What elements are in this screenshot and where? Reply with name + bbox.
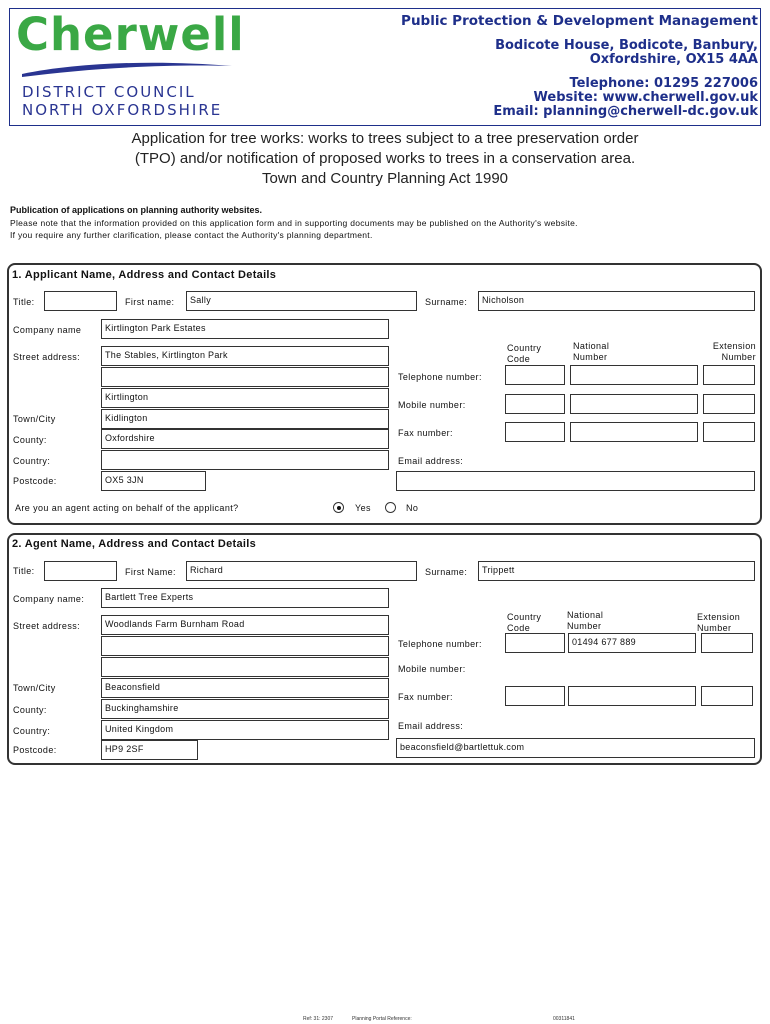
address-line-2: Oxfordshire, OX15 4AA (589, 52, 758, 67)
agent-country-field[interactable]: United Kingdom (101, 720, 389, 740)
agent-country-label: Country: (13, 726, 51, 736)
applicant-mobile-country-code[interactable] (505, 394, 565, 414)
applicant-postcode-label: Postcode: (13, 476, 57, 486)
applicant-street-label: Street address: (13, 352, 81, 362)
agent-mobile-label: Mobile number: (398, 664, 466, 674)
form-title-line-2: (TPO) and/or notification of proposed works to trees in a conservation area. (134, 150, 636, 167)
applicant-tel-extension[interactable] (703, 365, 755, 385)
agent-first-name-field[interactable]: Richard (186, 561, 417, 581)
form-reference: Ref: 31: 2307 (303, 1016, 334, 1022)
applicant-town-field[interactable]: Kidlington (101, 409, 389, 429)
applicant-fax-extension[interactable] (703, 422, 755, 442)
agent-tel-extension[interactable] (701, 633, 753, 653)
agent-yes-radio[interactable] (333, 502, 344, 513)
council-logo-wordmark: Cherwell (16, 8, 245, 61)
logo-line-2: NORTH OXFORDSHIRE (22, 101, 223, 119)
agent-postcode-label: Postcode: (13, 745, 57, 755)
applicant-country-field[interactable] (101, 450, 389, 470)
agent-question-label: Are you an agent acting on behalf of the applicant? (15, 503, 239, 513)
publication-heading: Publication of applications on planning authority websites. (10, 205, 263, 215)
agent-fax-extension[interactable] (701, 686, 753, 706)
portal-reference-value: 00311841 (553, 1016, 575, 1022)
header-website[interactable]: Website: www.cherwell.gov.uk (533, 90, 758, 105)
agent-first-name-label: First Name: (125, 567, 176, 577)
agent-fax-country-code[interactable] (505, 686, 565, 706)
agent-postcode-field[interactable]: HP9 2SF (101, 740, 198, 760)
applicant-county-label: County: (13, 435, 47, 445)
agent-national-number-header: National Number (567, 610, 604, 631)
agent-street-label: Street address: (13, 621, 81, 631)
agent-town-label: Town/City (13, 683, 56, 693)
applicant-tel-national-number[interactable] (570, 365, 698, 385)
agent-town-field[interactable]: Beaconsfield (101, 678, 389, 698)
agent-surname-label: Surname: (425, 567, 468, 577)
agent-surname-field[interactable]: Trippett (478, 561, 755, 581)
agent-county-field[interactable]: Buckinghamshire (101, 699, 389, 719)
applicant-company-field[interactable]: Kirtlington Park Estates (101, 319, 389, 339)
applicant-surname-label: Surname: (425, 297, 468, 307)
logo-line-1: DISTRICT COUNCIL (22, 83, 196, 101)
applicant-country-code-header: Country Code (507, 343, 542, 364)
agent-title-field[interactable] (44, 561, 117, 581)
agent-street-line-1[interactable]: Woodlands Farm Burnham Road (101, 615, 389, 635)
applicant-title-field[interactable] (44, 291, 117, 311)
applicant-postcode-field[interactable]: OX5 3JN (101, 471, 206, 491)
agent-no-radio[interactable] (385, 502, 396, 513)
applicant-street-line-1[interactable]: The Stables, Kirtlington Park (101, 346, 389, 366)
form-title-line-1: Application for tree works: works to trees subject to a tree preservation order (131, 130, 639, 147)
agent-street-line-2[interactable] (101, 636, 389, 656)
header-telephone: Telephone: 01295 227006 (569, 76, 758, 91)
applicant-email-label: Email address: (398, 456, 464, 466)
publication-note: Please note that the information provided on this application form and in supporting documents may be published on the Authority's website. (10, 218, 578, 228)
applicant-email-field[interactable] (396, 471, 755, 491)
agent-telephone-label: Telephone number: (398, 639, 482, 649)
agent-tel-country-code[interactable] (505, 633, 565, 653)
applicant-mobile-national-number[interactable] (570, 394, 698, 414)
applicant-fax-label: Fax number: (398, 428, 453, 438)
applicant-section-heading: 1. Applicant Name, Address and Contact Details (12, 269, 277, 281)
agent-tel-national-number[interactable]: 01494 677 889 (568, 633, 696, 653)
logo-swoosh-icon (20, 58, 235, 80)
header-email[interactable]: Email: planning@cherwell-dc.gov.uk (493, 104, 758, 119)
applicant-country-label: Country: (13, 456, 51, 466)
applicant-telephone-label: Telephone number: (398, 372, 482, 382)
applicant-first-name-field[interactable]: Sally (186, 291, 417, 311)
applicant-extension-header: Extension Number (712, 341, 756, 362)
agent-section-heading: 2. Agent Name, Address and Contact Details (12, 538, 257, 550)
applicant-county-field[interactable]: Oxfordshire (101, 429, 389, 449)
agent-extension-header: Extension Number (697, 612, 741, 633)
applicant-town-label: Town/City (13, 414, 56, 424)
agent-no-label: No (406, 503, 419, 513)
applicant-street-line-3[interactable]: Kirtlington (101, 388, 389, 408)
department-name: Public Protection & Development Management (401, 13, 758, 29)
applicant-company-label: Company name (13, 325, 82, 335)
agent-email-label: Email address: (398, 721, 464, 731)
portal-reference-label: Planning Portal Reference: (352, 1016, 412, 1022)
applicant-fax-national-number[interactable] (570, 422, 698, 442)
agent-fax-national-number[interactable] (568, 686, 696, 706)
agent-county-label: County: (13, 705, 47, 715)
applicant-fax-country-code[interactable] (505, 422, 565, 442)
agent-company-field[interactable]: Bartlett Tree Experts (101, 588, 389, 608)
agent-email-field[interactable]: beaconsfield@bartlettuk.com (396, 738, 755, 758)
applicant-street-line-2[interactable] (101, 367, 389, 387)
agent-yes-label: Yes (355, 503, 371, 513)
address-line-1: Bodicote House, Bodicote, Banbury, (495, 38, 758, 53)
applicant-mobile-extension[interactable] (703, 394, 755, 414)
agent-country-code-header: Country Code (507, 612, 542, 633)
agent-title-label: Title: (13, 566, 35, 576)
applicant-mobile-label: Mobile number: (398, 400, 466, 410)
applicant-title-label: Title: (13, 297, 35, 307)
applicant-tel-country-code[interactable] (505, 365, 565, 385)
agent-street-line-3[interactable] (101, 657, 389, 677)
publication-contact-note: If you require any further clarification, please contact the Authority's planning department. (10, 230, 373, 240)
form-title-line-3: Town and Country Planning Act 1990 (262, 170, 508, 187)
agent-fax-label: Fax number: (398, 692, 453, 702)
agent-company-label: Company name: (13, 594, 85, 604)
applicant-national-number-header: National Number (573, 341, 610, 362)
applicant-first-name-label: First name: (125, 297, 175, 307)
applicant-surname-field[interactable]: Nicholson (478, 291, 755, 311)
